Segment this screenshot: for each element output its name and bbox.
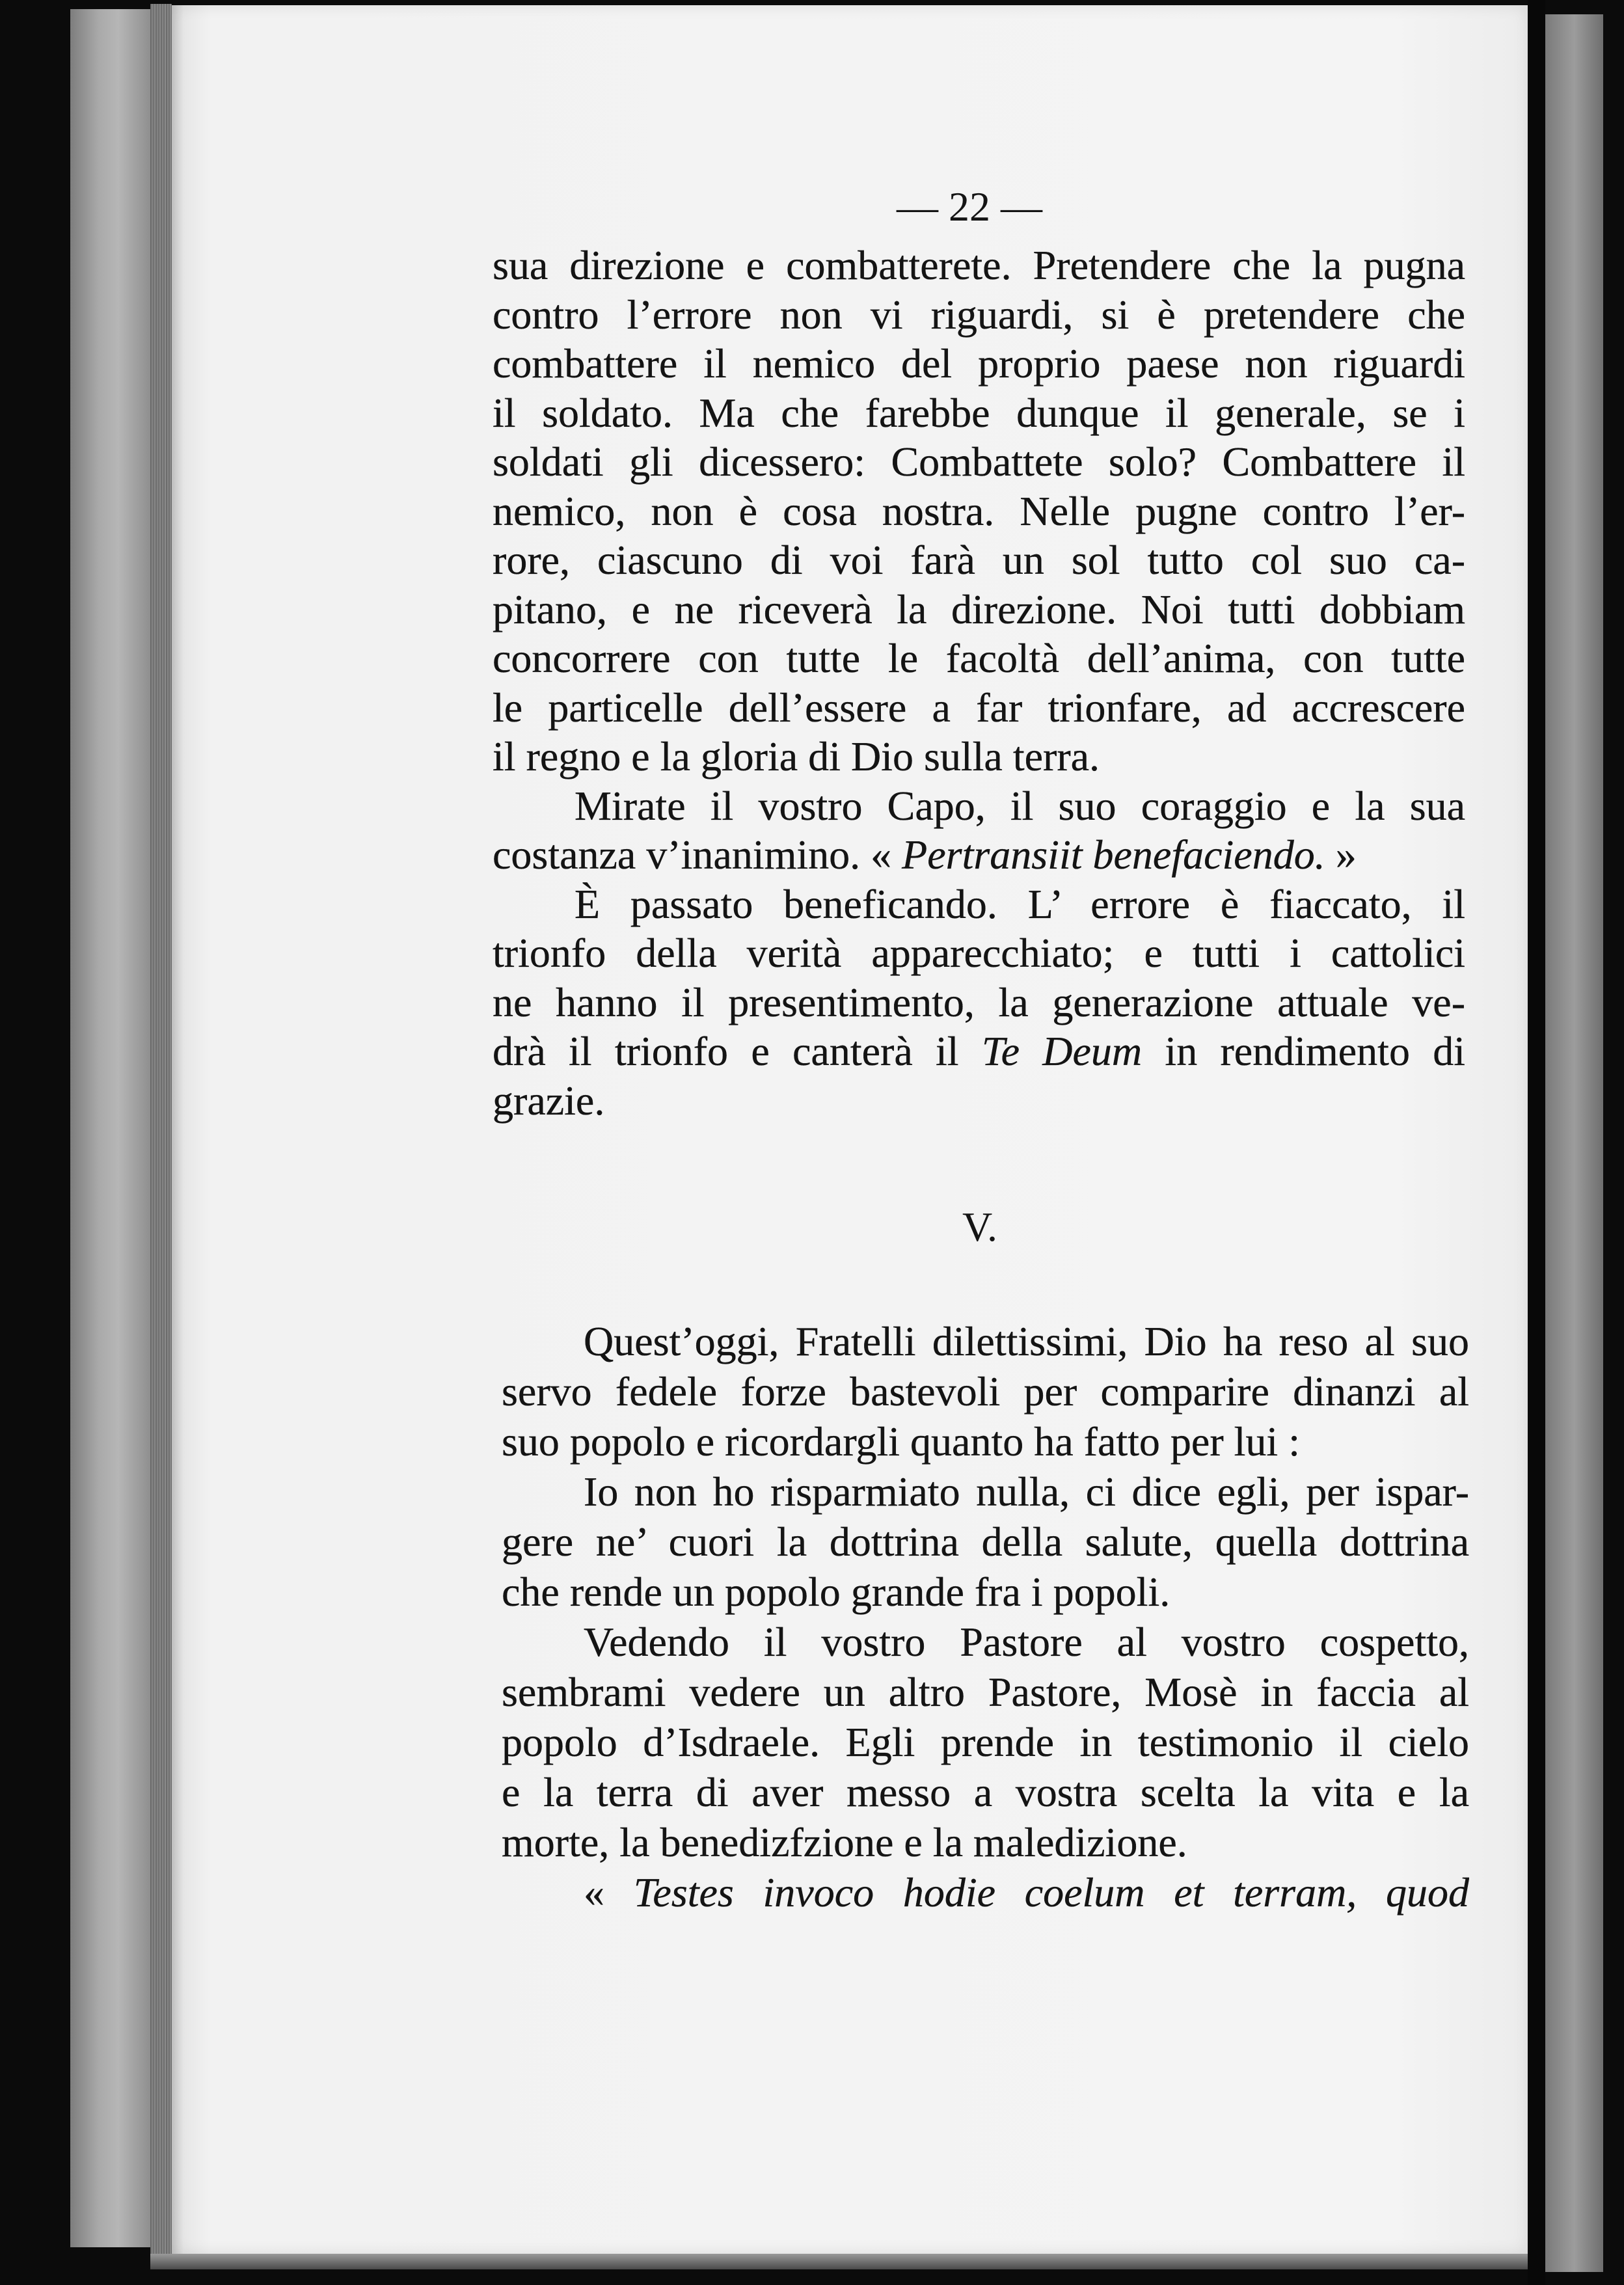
text-line: Mirate il vostro Capo, il suo coraggio e la sua — [575, 782, 1465, 829]
text-line: che rende un popolo grande fra i popoli. — [502, 1569, 1171, 1615]
text-line: Vedendo il vostro Pastore al vostro cospetto, — [584, 1619, 1469, 1665]
scanner-edge-strip — [1545, 14, 1603, 2272]
book-spine-edge — [70, 9, 150, 2247]
text-line: trionfo della verità apparecchiato; e tutti i cattolici — [493, 930, 1465, 976]
section-heading: V. — [962, 1204, 997, 1250]
line-text: costanza v’inanimino. « — [493, 832, 902, 878]
line-text: in rendimento di — [1142, 1028, 1465, 1074]
text-line: rore, ciascuno di voi farà un sol tutto col suo ca- — [493, 537, 1465, 583]
line-text: « — [584, 1869, 634, 1915]
text-line: il soldato. Ma che farebbe dunque il generale, se i — [493, 389, 1465, 436]
scan-border-right — [1528, 0, 1545, 2285]
page-edges-stack — [150, 4, 172, 2262]
text-line: gere ne’ cuori la dottrina della salute, quella dottrina — [502, 1519, 1469, 1565]
text-line: suo popolo e ricordargli quanto ha fatto per lui : — [502, 1418, 1300, 1465]
text-line: pitano, e ne riceverà la direzione. Noi tutti dobbiam — [493, 586, 1465, 632]
text-line: contro l’errore non vi riguardi, si è pretendere che — [493, 291, 1465, 338]
text-line: e la terra di aver messo a vostra scelta la vita e la — [502, 1769, 1469, 1815]
text-line: popolo d’Isdraele. Egli prende in testimonio il cielo — [502, 1719, 1469, 1765]
text-line: sua direzione e combatterete. Pretendere che la pugna — [493, 242, 1465, 288]
italic-phrase: Pertransiit benefaciendo. — [902, 832, 1325, 878]
page-bottom-edge — [150, 2254, 1528, 2269]
text-line: grazie. — [493, 1077, 605, 1124]
text-line: È passato beneficando. L’ errore è fiaccato, il — [575, 880, 1465, 927]
text-line: Quest’oggi, Fratelli dilettissimi, Dio ha reso al suo — [584, 1318, 1469, 1364]
book-page — [172, 5, 1528, 2254]
text-line: servo fedele forze bastevoli per comparire dinanzi al — [502, 1368, 1469, 1414]
text-line: le particelle dell’essere a far trionfare, ad accrescere — [493, 684, 1465, 731]
text-line — [493, 830, 1465, 880]
paragraph-block-bottom — [502, 1316, 1469, 1917]
text-line — [493, 1027, 1465, 1076]
text-line: ne hanno il presentimento, la generazione attuale ve- — [493, 979, 1465, 1025]
text-line: il regno e la gloria di Dio sulla terra. — [493, 733, 1100, 779]
text-line: morte, la benedizfzione e la maledizione. — [502, 1819, 1187, 1865]
text-line: sembrami vedere un altro Pastore, Mosè in faccia al — [502, 1669, 1469, 1715]
text-line: combattere il nemico del proprio paese non riguardi — [493, 340, 1465, 386]
text-line — [502, 1867, 1469, 1917]
text-line: Io non ho risparmiato nulla, ci dice egli, per ispar- — [584, 1468, 1469, 1515]
paragraph-block-top — [493, 241, 1465, 1125]
italic-phrase: Te Deum — [981, 1028, 1143, 1074]
line-text: » — [1325, 832, 1357, 878]
text-line: soldati gli dicessero: Combattete solo? Combattere il — [493, 439, 1465, 485]
text-line: concorrere con tutte le facoltà dell’anima, con tutte — [493, 635, 1465, 681]
line-text: drà il trionfo e canterà il — [493, 1028, 982, 1074]
text-line: nemico, non è cosa nostra. Nelle pugne contro l’er- — [493, 487, 1465, 534]
italic-phrase: Testes invoco hodie coelum et terram, quod — [633, 1869, 1469, 1915]
page-number: — 22 — — [897, 183, 1042, 230]
